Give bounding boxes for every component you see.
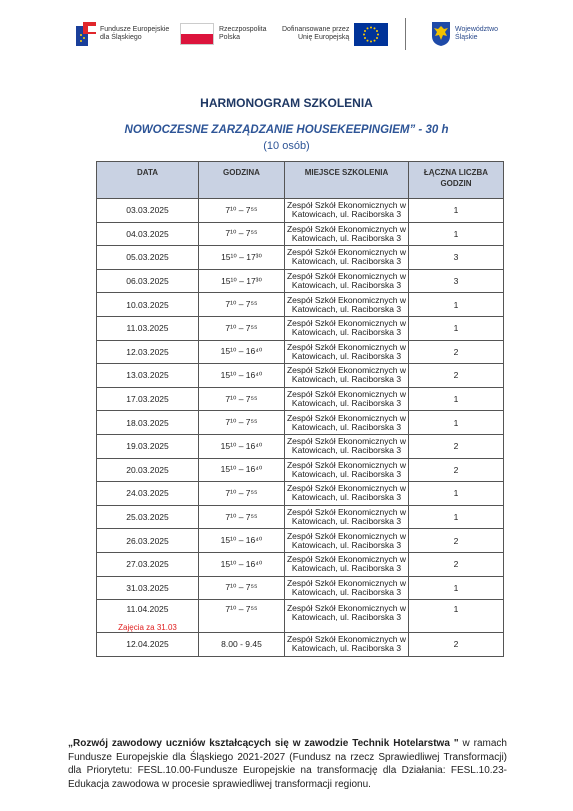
pl-logo-text: [219, 26, 266, 42]
pl-line2: Polska: [219, 34, 241, 41]
place-line1: Zespół Szkół Ekonomicznych w: [286, 436, 407, 447]
special-hours: 1: [409, 600, 504, 633]
row-time: 15¹⁰ – 17³⁰: [199, 246, 285, 270]
logo-divider: [405, 18, 406, 50]
row-time: 15¹⁰ – 16⁴⁰: [199, 529, 285, 553]
table-row: [97, 482, 504, 506]
row-hours: 1: [409, 411, 504, 435]
table-row: [97, 340, 504, 364]
row-time: 15¹⁰ – 16⁴⁰: [199, 364, 285, 388]
row-hours: 1: [409, 293, 504, 317]
table-row: [97, 552, 504, 576]
place-line2: Katowicach, ul. Raciborska 3: [291, 492, 402, 503]
row-date: 19.03.2025: [97, 434, 199, 458]
table-row: [97, 199, 504, 223]
row-date: 03.03.2025: [97, 199, 199, 223]
row-date: 20.03.2025: [97, 458, 199, 482]
sl-logo-text: [455, 26, 498, 42]
row-place: [285, 316, 409, 340]
place-line2: Katowicach, ul. Raciborska 3: [291, 209, 402, 220]
row-time: 15¹⁰ – 16⁴⁰: [199, 458, 285, 482]
row-time: 7¹⁰ – 7⁵⁵: [199, 387, 285, 411]
table-row: [97, 458, 504, 482]
place-line2: Katowicach, ul. Raciborska 3: [291, 563, 402, 574]
place-line2: Katowicach, ul. Raciborska 3: [291, 327, 402, 338]
row-hours: 2: [409, 340, 504, 364]
fe-line1: Fundusze Europejskie: [100, 26, 170, 33]
place-line2: Katowicach, ul. Raciborska 3: [291, 350, 402, 361]
row-date: 06.03.2025: [97, 269, 199, 293]
row-time: 7¹⁰ – 7⁵⁵: [199, 222, 285, 246]
place-line1: Zespół Szkół Ekonomicznych w: [286, 318, 407, 329]
row-place: [285, 246, 409, 270]
place-line1: Zespół Szkół Ekonomicznych w: [286, 247, 407, 258]
table-header-row: [97, 162, 504, 199]
row-hours: 1: [409, 316, 504, 340]
row-date: 12.03.2025: [97, 340, 199, 364]
row-time: 15¹⁰ – 16⁴⁰: [199, 552, 285, 576]
table-row: [97, 316, 504, 340]
slaskie-logo: [431, 14, 498, 54]
table-row-special: [97, 600, 504, 633]
row-time: 15¹⁰ – 17³⁰: [199, 269, 285, 293]
row-place: [285, 340, 409, 364]
place-line1: Zespół Szkół Ekonomicznych w: [286, 554, 407, 565]
row-place: [285, 387, 409, 411]
row-date: 31.03.2025: [97, 576, 199, 600]
schedule-body: [97, 199, 504, 657]
row-hours: 2: [409, 364, 504, 388]
row-place: [285, 364, 409, 388]
ue-logo-text: [282, 26, 349, 42]
place-line2: Katowicach, ul. Raciborska 3: [291, 539, 402, 550]
row-time: 15¹⁰ – 16⁴⁰: [199, 340, 285, 364]
place-line2: Katowicach, ul. Raciborska 3: [291, 398, 402, 409]
place-line1: Zespół Szkół Ekonomicznych w: [286, 412, 407, 423]
row-hours: 2: [409, 552, 504, 576]
place-line2: Katowicach, ul. Raciborska 3: [291, 280, 402, 291]
special-note: Zajęcia za 31.03: [118, 623, 177, 633]
table-row: [97, 246, 504, 270]
schedule-table: [96, 161, 504, 657]
row-place: [285, 293, 409, 317]
place-line1: Zespół Szkół Ekonomicznych w: [286, 271, 407, 282]
table-row: [97, 434, 504, 458]
table-row: [97, 576, 504, 600]
row-place: [285, 482, 409, 506]
row-date: 24.03.2025: [97, 482, 199, 506]
table-row: [97, 529, 504, 553]
last-date: 12.04.2025: [97, 633, 199, 657]
pl-line1: Rzeczpospolita: [219, 26, 267, 33]
row-place: [285, 529, 409, 553]
special-place: [285, 600, 409, 633]
place-line2: Katowicach, ul. Raciborska 3: [291, 445, 402, 456]
project-name: „Rozwój zawodowy uczniów kształcących się w zawodzie Technik Hotelarstwa ": [68, 738, 459, 749]
place-line2: Katowicach, ul. Raciborska 3: [291, 421, 402, 432]
row-hours: 1: [409, 576, 504, 600]
poland-flag-icon: [180, 23, 214, 45]
special-date-cell: [97, 600, 199, 633]
row-place: [285, 576, 409, 600]
header-date: DATA: [97, 162, 199, 199]
row-time: 7¹⁰ – 7⁵⁵: [199, 482, 285, 506]
place-line2: Katowicach, ul. Raciborska 3: [291, 232, 402, 243]
row-time: 15¹⁰ – 16⁴⁰: [199, 434, 285, 458]
row-time: 7¹⁰ – 7⁵⁵: [199, 316, 285, 340]
table-row: [97, 387, 504, 411]
row-place: [285, 222, 409, 246]
place-line1: Zespół Szkół Ekonomicznych w: [286, 483, 407, 494]
special-date: 11.04.2025: [126, 604, 169, 615]
table-row: [97, 293, 504, 317]
header-place: MIEJSCE SZKOLENIA: [285, 162, 409, 199]
table-row: [97, 269, 504, 293]
table-row-last: [97, 633, 504, 657]
place-line1: Zespół Szkół Ekonomicznych w: [286, 294, 407, 305]
row-date: 27.03.2025: [97, 552, 199, 576]
row-place: [285, 458, 409, 482]
row-place: [285, 411, 409, 435]
training-name: NOWOCZESNE ZARZĄDZANIE HOUSEKEEPINGIEM” - 30 h: [124, 124, 449, 136]
place-line2: Katowicach, ul. Raciborska 3: [291, 643, 402, 654]
place-line1: Zespół Szkół Ekonomicznych w: [286, 507, 407, 518]
row-hours: 2: [409, 434, 504, 458]
table-row: [97, 222, 504, 246]
row-hours: 1: [409, 482, 504, 506]
table-row: [97, 364, 504, 388]
row-date: 04.03.2025: [97, 222, 199, 246]
place-line2: Katowicach, ul. Raciborska 3: [291, 612, 402, 623]
place-line2: Katowicach, ul. Raciborska 3: [291, 374, 402, 385]
sl-line1: Województwo: [455, 26, 499, 33]
fe-line2: dla Śląskiego: [100, 34, 142, 41]
row-date: 18.03.2025: [97, 411, 199, 435]
row-hours: 2: [409, 529, 504, 553]
place-line1: Zespół Szkół Ekonomicznych w: [286, 459, 407, 470]
page-title: HARMONOGRAM SZKOLENIA: [200, 96, 373, 110]
sl-line2: Śląskie: [455, 34, 478, 41]
place-line1: Zespół Szkół Ekonomicznych w: [286, 634, 407, 645]
table-row: [97, 505, 504, 529]
fe-logo-text: [100, 26, 169, 42]
row-hours: 3: [409, 246, 504, 270]
row-time: 7¹⁰ – 7⁵⁵: [199, 293, 285, 317]
eagle-crest-icon: [431, 21, 451, 47]
place-line1: Zespół Szkół Ekonomicznych w: [286, 365, 407, 376]
row-place: [285, 269, 409, 293]
funding-text: w ramach Fundusze Europejskie dla Śląskiego 2021-2027 (Fundusz na rzecz Sprawiedliwej Transformacji) dla Priorytetu: FESL.10.00-Fundusze Europejskie na transformację dla Działania: FESL.10.23-Edukacja zawodowa w procesie sprawiedliwej transformacji regionu.: [68, 738, 507, 790]
row-time: 7¹⁰ – 7⁵⁵: [199, 199, 285, 223]
place-line1: Zespół Szkół Ekonomicznych w: [286, 577, 407, 588]
header-time: GODZINA: [199, 162, 285, 199]
place-line2: Katowicach, ul. Raciborska 3: [291, 256, 402, 267]
row-place: [285, 505, 409, 529]
row-date: 26.03.2025: [97, 529, 199, 553]
rzeczpospolita-logo: [180, 14, 266, 54]
last-place: [285, 633, 409, 657]
row-hours: 1: [409, 222, 504, 246]
place-line2: Katowicach, ul. Raciborska 3: [291, 516, 402, 527]
funding-note: [68, 737, 507, 791]
row-date: 11.03.2025: [97, 316, 199, 340]
table-row: [97, 411, 504, 435]
place-line1: Zespół Szkół Ekonomicznych w: [286, 389, 407, 400]
ue-line2: Unię Europejską: [297, 34, 350, 41]
eu-flag-icon: [354, 23, 388, 46]
place-line1: Zespół Szkół Ekonomicznych w: [286, 200, 407, 211]
row-time: 7¹⁰ – 7⁵⁵: [199, 505, 285, 529]
row-hours: 2: [409, 458, 504, 482]
row-date: 10.03.2025: [97, 293, 199, 317]
row-time: 7¹⁰ – 7⁵⁵: [199, 411, 285, 435]
last-hours: 2: [409, 633, 504, 657]
row-place: [285, 199, 409, 223]
place-line1: Zespół Szkół Ekonomicznych w: [286, 530, 407, 541]
row-place: [285, 552, 409, 576]
row-hours: 3: [409, 269, 504, 293]
header-hours: ŁĄCZNA LICZBA GODZIN: [409, 162, 504, 199]
row-hours: 1: [409, 387, 504, 411]
ue-line1: Dofinansowane przez: [282, 26, 350, 33]
fundusze-europejskie-logo: [76, 14, 169, 54]
place-line1: Zespół Szkół Ekonomicznych w: [286, 603, 407, 614]
row-time: 7¹⁰ – 7⁵⁵: [199, 576, 285, 600]
fe-emblem-icon: [76, 22, 96, 46]
row-date: 05.03.2025: [97, 246, 199, 270]
place-line2: Katowicach, ul. Raciborska 3: [291, 468, 402, 479]
place-line2: Katowicach, ul. Raciborska 3: [291, 586, 402, 597]
place-line1: Zespół Szkół Ekonomicznych w: [286, 341, 407, 352]
row-date: 17.03.2025: [97, 387, 199, 411]
participants-count: (10 osób): [263, 140, 310, 152]
row-place: [285, 434, 409, 458]
row-date: 25.03.2025: [97, 505, 199, 529]
last-time: 8.00 - 9.45: [199, 633, 285, 657]
eu-logo: [282, 14, 388, 54]
row-date: 13.03.2025: [97, 364, 199, 388]
place-line1: Zespół Szkół Ekonomicznych w: [286, 223, 407, 234]
row-hours: 1: [409, 199, 504, 223]
special-time: 7¹⁰ – 7⁵⁵: [199, 600, 285, 633]
row-hours: 1: [409, 505, 504, 529]
place-line2: Katowicach, ul. Raciborska 3: [291, 303, 402, 314]
logo-bar: [76, 14, 506, 54]
